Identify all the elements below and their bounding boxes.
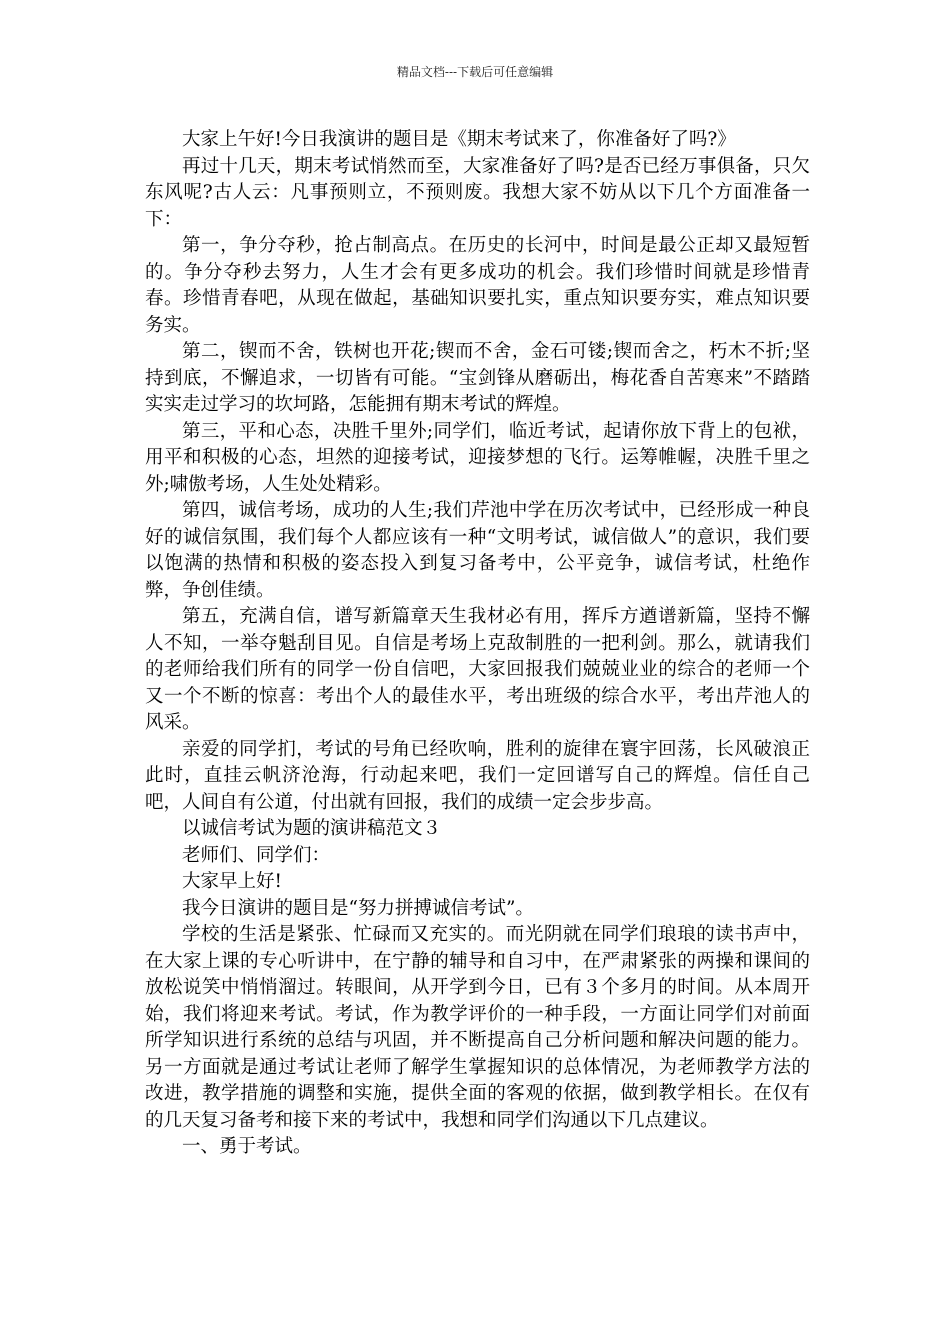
paragraph-point-3: 第三，平和心态，决胜千里外;同学们，临近考试，起请你放下背上的包袱，用平和积极的心态，坦然的迎接考试，迎接梦想的飞行。运筹帷幄，决胜千里之外;啸傲考场，人生处处精彩。 — [145, 420, 810, 495]
paragraph-point-1: 第一，争分夺秒，抢占制高点。在历史的长河中，时间是最公正却又最短暂的。争分夺秒去努力，人生才会有更多成功的机会。我们珍惜时间就是珍惜青春。珍惜青春吧，从现在做起，基础知识要扎实，重点知识要夯实，难点知识要务实。 — [145, 235, 810, 336]
speech-topic: 我今日演讲的题目是“努力拼搏诚信考试”。 — [182, 897, 534, 919]
page-header: 精品文档---下载后可任意编辑 — [396, 65, 554, 79]
section-title-3: 以诚信考试为题的演讲稿范文３ — [182, 818, 442, 839]
greeting-morning: 大家早上好! — [182, 871, 282, 892]
paragraph-greeting: 大家上午好!今日我演讲的题目是《期末考试来了，你准备好了吗?》 — [182, 129, 736, 150]
paragraph-point-5: 第五，充满自信，谱写新篇章天生我材必有用，挥斥方遒谱新篇，坚持不懈人不知，一举夺魁刮目见。自信是考场上克敌制胜的一把利剑。那么，就请我们的老师给我们所有的同学一份自信吧，大家回报我们兢兢业业的综合的老师一个又一个不断的惊喜：考出个人的最佳水平，考出班级的综合水平，考出芹池人的风采。 — [145, 606, 810, 733]
paragraph-intro: 再过十几天，期末考试悄然而至，大家准备好了吗?是否已经万事俱备，只欠东风呢?古人云：凡事预则立，不预则废。我想大家不妨从以下几个方面准备一下： — [145, 155, 810, 230]
paragraph-point-2: 第二，锲而不舍，铁树也开花;锲而不舍，金石可镂;锲而舍之，朽木不折;坚持到底，不懈追求，一切皆有可能。“宝剑锋从磨砺出，梅花香自苦寒来”不踏踏实实走过学习的坎坷路，怎能拥有期末考试的辉煌。 — [145, 341, 810, 415]
paragraph-school-life: 学校的生活是紧张、忙碌而又充实的。而光阴就在同学们琅琅的读书声中，在大家上课的专心听讲中，在宁静的辅导和自习中，在严肃紧张的两操和课间的放松说笑中悄悄溜过。转眼间，从开学到今日，已有３个多月的时间。从本周开始，我们将迎来考试。考试，作为教学评价的一种手段，一方面让同学们对前面所学知识进行系统的总结与巩固，并不断提高自己分析问题和解决问题的能力。另一方面就是通过考试让老师了解学生掌握知识的总体情况，为老师教学方法的改进，教学措施的调整和实施，提供全面的客观的依据，做到教学相长。在仅有的几天复习备考和接下来的考试中，我想和同学们沟通以下几点建议。 — [145, 924, 810, 1131]
paragraph-point-4: 第四，诚信考场，成功的人生;我们芹池中学在历次考试中，已经形成一种良好的诚信氛围，我们每个人都应该有一种“文明考试，诚信做人”的意识，我们要以饱满的热情和积极的姿态投入到复习备考中，公平竞争，诚信考试，杜绝作弊，争创佳绩。 — [145, 500, 810, 601]
suggestion-1: 一、勇于考试。 — [182, 1136, 312, 1157]
salutation: 老师们、同学们： — [182, 844, 331, 866]
document-body — [145, 127, 810, 1161]
paragraph-closing: 亲爱的同学扪，考试的号角已经吹响，胜利的旋律在寰宇回荡，长风破浪正此时，直挂云帆济沧海，行动起来吧，我们一定回谱写自己的辉煌。信任自己吧，人间自有公道，付出就有回报，我们的成绩一定会步步高。 — [145, 738, 810, 813]
